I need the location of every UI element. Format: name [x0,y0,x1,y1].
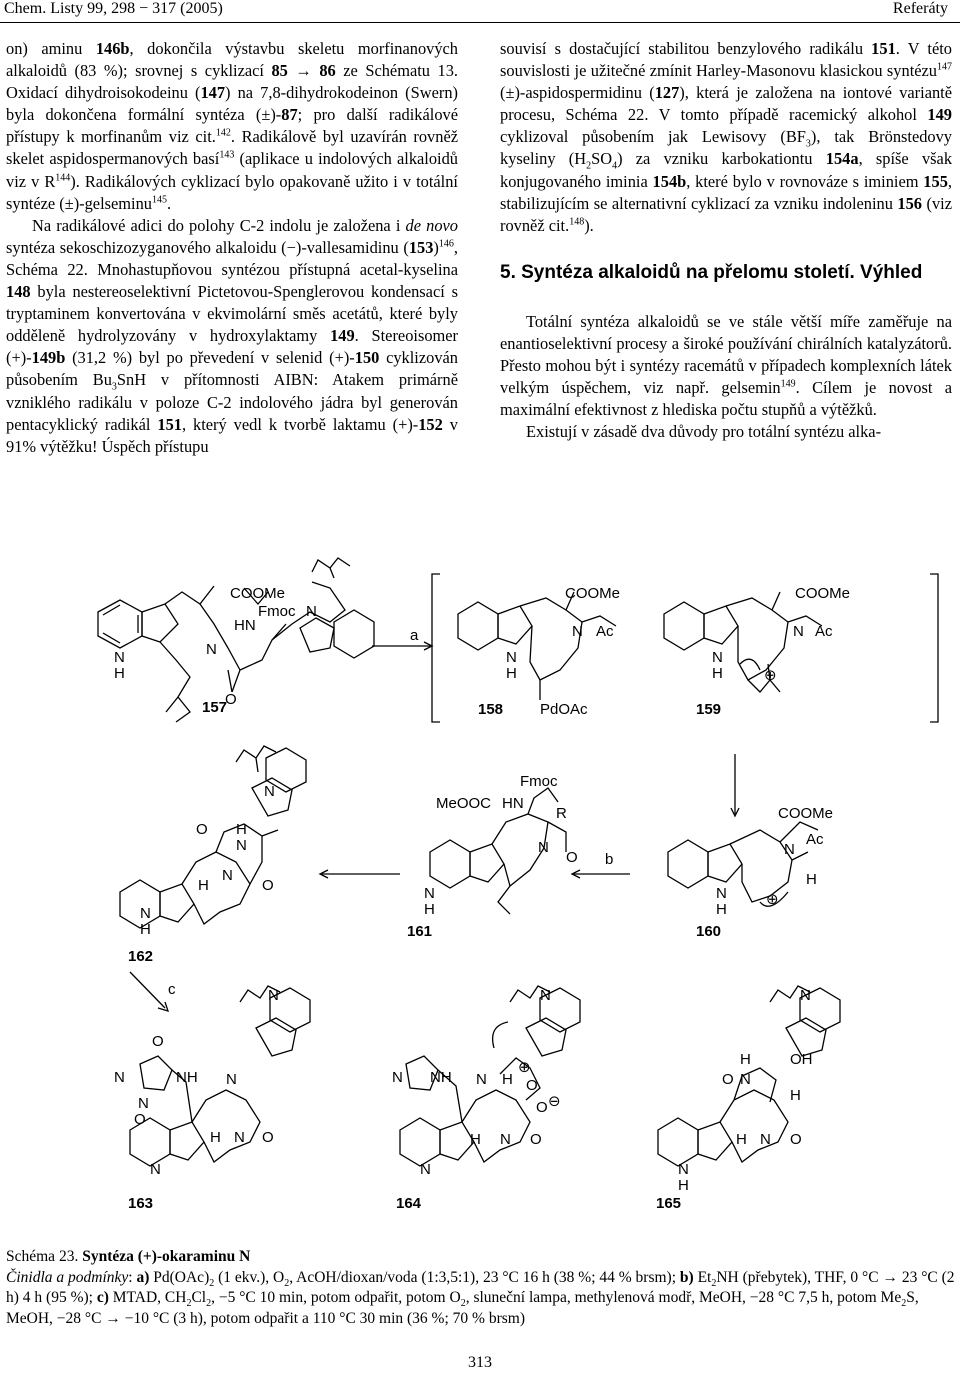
left-paragraph-2: Na radikálové adici do polohy C-2 indolu je založena i de novo syntéza sekoschizozyganového alkaloidu (−)-vallesamidinu $(153)^{146}$, Schéma 22. Mnohastupňovou syntézou přístupná acetal-kyselina 148 byla nestereoselektivní Pictetovou-Spenglerovou kondensací s tryptaminem konvertována v ekvimolární směs acetátů, které byly odděleně hydrolyzovány v hydroxylaktamy 149. Stereoisomer (+)-149b (31,2 %) byl po převedení v selenid (+)-150 cyklizován působením $Bu_3SnH$ v přítomnosti AIBN: Atakem primárně vzniklého radikálu v poloze C-2 indolového jádra byl generován pentacyklický radikál 151, který vedl k tvorbě laktamu (+)-152 v 91% výtěžku! Úspěch přístupu [6,215,458,456]
label-plus-159: ⊕ [764,667,777,684]
label-n-indole-158: N [506,649,517,666]
label-n-tryp-163: N [268,987,279,1004]
right-paragraph-1: souvisí s dostačující stabilitou benzylového radikálu 151. V této souvislosti je užitečné zmínit Harley-Masonovu klasickou syntézu$^{147}$ (±)-aspidospermidinu (127), která je založena na iontové variantě procesu, Schéma 22. V tomto případě racemický alkohol 149 cyklizoval působením jak Lewisovy $(BF_3)$, tak Brönstedovy kyseliny $(H_2SO_4)$ za vzniku karbokationtu 154a, spíše však konjugovaného iminia 154b, které bylo v rovnováze s iminiem 155, stabilizujícím se alternativní cyklizací za vzniku indoleninu 156 (viz rovněž cit.$^{148}$). [500,39,953,235]
label-h-162: H [140,921,151,938]
label-ac-159: Ac [815,623,833,640]
label-n-indole-159: N [712,649,723,666]
label-o-bot-164: O [530,1131,542,1148]
label-n4-165: N [760,1131,771,1148]
label-meooc-161: MeOOC [436,795,492,812]
label-h-bot-165: H [736,1131,747,1148]
step-c-label: c [168,981,176,998]
label-plus-164: ⊕ [518,1059,531,1076]
compound-number-158: 158 [478,701,504,718]
left-paragraph-1: on) aminu 146b, dokončila výstavbu skeletu morfinanových alkaloidů (83 %); srovnej s cyklizací 85 → 86 ze Schématu 13. Oxidací dihydroisokodeinu (147) na 7,8-dihydrokodeinon (Swern) byla dokončena formální syntéza (±)-87; pro další radikálové přístupy k morfinanům viz cit.$^{142}$. Radikálově byl uzavírán rovněž skelet aspidospermanových basí$^{143}$ (aplikace u indolových alkaloidů viz v $R^{144}$). Radikálových cyklizací bylo opakovaně užito i v totální syntéze (±)-gelseminu$^{145}$. [6,39,459,213]
right-paragraph-2: Totální syntéza alkaloidů se ve stále větší míře zaměřuje na enantioselektivní procesy a široké používání chirálních katalyzátorů. Přesto mohou být i syntézy racemátů v případech komplexních látek velkým úspěchem, viz např. gelsemin$^{149}$. Cílem je novost a maximální efektivnost z hlediska počtu stupňů a výtěžků. [500,311,952,420]
label-oh-165: OH [790,1051,813,1068]
label-n3-163: N [226,1071,237,1088]
label-n-tryp-164: N [540,987,551,1004]
label-nh-164: NH [430,1069,452,1086]
structure-159 [664,592,822,692]
label-ac-158: Ac [596,623,614,640]
label-o-top-165: O [722,1071,734,1088]
label-amide-n-157: N [206,641,217,658]
label-o-top-163: O [152,1033,164,1050]
label-h-mid-162: H [198,877,209,894]
structure-162 [120,746,306,928]
right-paragraph-3: Existují v zásadě dva důvody pro totální syntézu alka- [526,422,882,442]
label-ac-160: Ac [806,831,824,848]
label-o-bot-165: O [790,1131,802,1148]
section-name: Referáty [892,0,948,17]
label-h-158: H [506,665,517,682]
label-h-157: H [114,665,125,682]
scheme-atom-labels [114,585,850,1194]
label-n-indole-157: N [114,649,125,666]
label-n-indole-160: N [716,885,727,902]
label-coome-159: COOMe [795,585,851,602]
label-n-158: N [572,623,583,640]
section-heading: 5. Syntéza alkaloidů na přelomu století. Výhled [500,261,923,283]
label-coome-160: COOMe [778,805,834,822]
label-n-160: N [784,841,795,858]
label-r-161: R [556,805,567,822]
structure-158 [458,592,616,700]
label-o-top-162: O [196,821,208,838]
label-n-indole-163: N [150,1161,161,1178]
label-minus-164: ⊖ [548,1093,561,1110]
label-hn-157: HN [234,617,256,634]
header-rule [0,22,960,23]
page-header [0,0,960,22]
label-n2-163: N [138,1095,149,1112]
label-n-top-162: N [236,837,247,854]
label-o-peroxy2-164: O [536,1099,548,1116]
label-h-164: H [502,1071,513,1088]
compound-number-165: 165 [656,1195,682,1212]
label-n-mid-162: N [222,867,233,884]
label-h-top-165: H [740,1051,751,1068]
journal-citation: Chem. Listy 99, 298 − 317 (2005) [4,0,223,17]
arrow-c [130,972,165,1008]
label-n-indole-162: N [140,905,151,922]
reaction-scheme [0,552,960,1232]
label-fmoc-157: Fmoc [258,603,296,620]
right-column [500,38,952,443]
label-n-161: N [538,839,549,856]
bracket-left [432,574,440,722]
compound-number-159: 159 [696,701,722,718]
label-n1-164: N [392,1069,403,1086]
label-n-indole-164: N [420,1161,431,1178]
label-o-bot-163: O [262,1129,274,1146]
label-n3-165: N [740,1071,751,1088]
label-h-mid-163: H [210,1129,221,1146]
label-n-tryp-165: N [800,987,811,1004]
label-o-bot-162: O [262,877,274,894]
label-coome-157: COOMe [230,585,286,602]
compound-number-163: 163 [128,1195,154,1212]
label-n-indole-161: N [424,885,435,902]
compound-number-162: 162 [128,948,154,965]
label-o-mid-163: O [134,1111,146,1128]
label-n3-164: N [476,1071,487,1088]
label-h-sub-160: H [806,871,817,888]
label-nh-163: NH [176,1069,198,1086]
label-o-peroxy1-164: O [526,1077,538,1094]
step-b-label: b [605,851,614,868]
label-n-tryp-162: N [264,783,275,800]
bracket-right [930,574,938,722]
label-n-indole-165: N [678,1161,689,1178]
label-h-mid-165: H [790,1087,801,1104]
label-n-157: N [306,603,317,620]
structure-164 [400,986,580,1166]
step-a-label: a [410,627,419,644]
label-n4-164: N [500,1131,511,1148]
label-fmoc-161: Fmoc [520,773,558,790]
label-n-159: N [793,623,804,640]
label-h-161: H [424,901,435,918]
compound-number-161: 161 [407,923,433,940]
label-h-top-162: H [236,821,247,838]
label-h-165: H [678,1177,689,1194]
label-pdoac-158: PdOAc [540,701,588,718]
scheme-caption [6,1247,956,1329]
scheme-drawing [0,552,960,1232]
label-hn-161: HN [502,795,524,812]
structure-160 [668,822,818,906]
left-column [6,38,458,458]
caption-conditions: Činidla a podmínky: a) $Pd(OAc)_2$ (1 ekv.), $O_2$, AcOH/dioxan/voda (1:3,5:1), 23 °C 16 h (38 %; 44 % brsm); b) $Et_2NH$ (přebytek), THF, 0 °C → 23 °C (2 h) 4 h (95 %); c) MTAD, $CH_2Cl_2$, −5 °C 10 min, potom odpařit, potom $O_2$, sluneční lampa, methylenová modř, MeOH, −28 °C 7,5 h, potom $Me_2S$, MeOH, −28 °C → −10 °C (3 h), potom odpařit a 110 °C 30 min (36 %; 70 % brsm) [6,1268,955,1327]
label-h-mid-164: H [470,1131,481,1148]
label-o-161: O [566,849,578,866]
label-o-157: O [225,691,237,708]
label-coome-158: COOMe [565,585,621,602]
label-n1-163: N [114,1069,125,1086]
compound-number-157: 157 [202,699,228,716]
label-n4-163: N [234,1129,245,1146]
label-h-159: H [712,665,723,682]
label-plus-160: ⊕ [766,891,779,908]
caption-title: Schéma 23. Syntéza (+)-okaraminu N [6,1248,251,1265]
compound-number-160: 160 [696,923,722,940]
page-number: 313 [468,1354,492,1371]
compound-number-164: 164 [396,1195,422,1212]
label-h-160: H [716,901,727,918]
